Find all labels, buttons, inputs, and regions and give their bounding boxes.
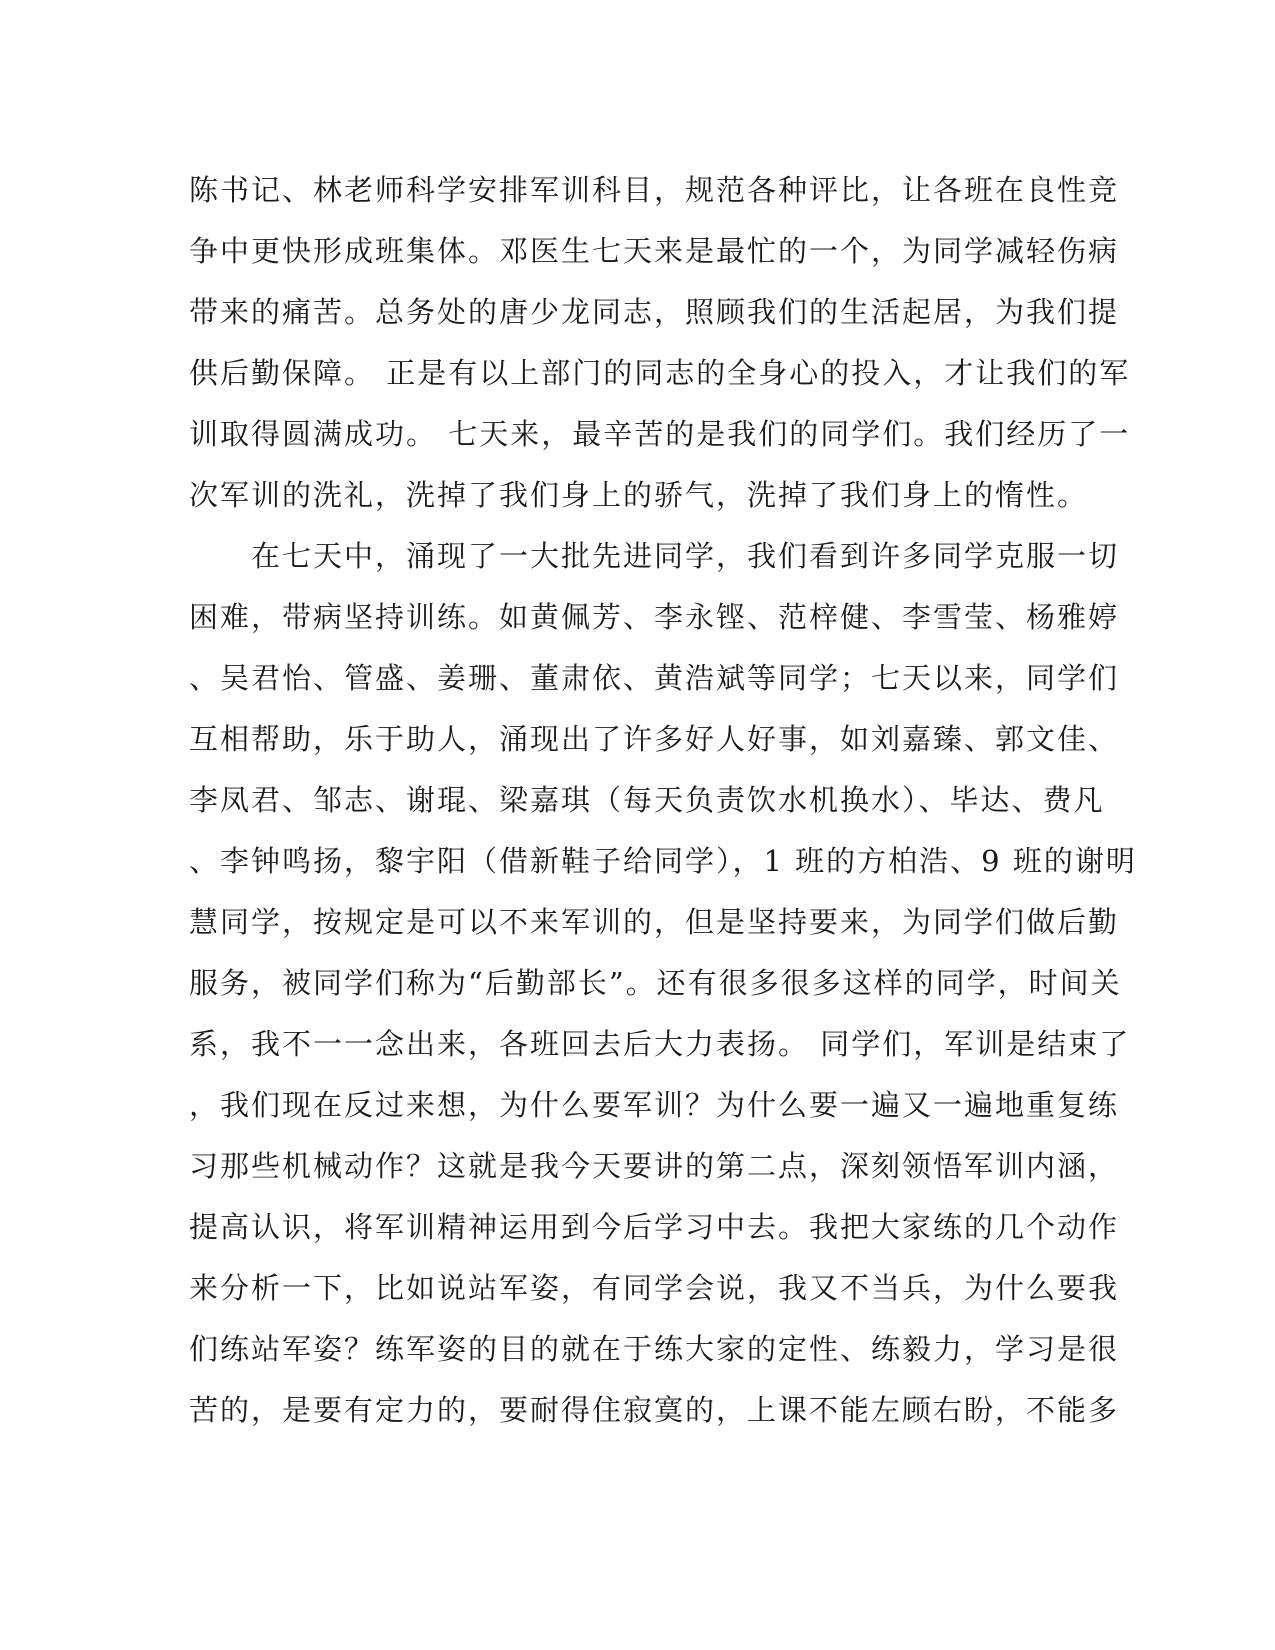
text-line-18: 提高认识，将军训精神运用到今后学习中去。我把大家练的几个动作: [189, 1210, 1120, 1244]
text-line-14: 服务，被同学们称为“后勤部长”。还有很多很多这样的同学，时间关: [189, 966, 1122, 1000]
text-line-17: 习那些机械动作？这就是我今天要讲的第二点，深刻领悟军训内涵，: [189, 1149, 1120, 1183]
text-line-9: 、吴君怡、管盛、姜珊、董肃依、黄浩斌等同学；七天以来，同学们: [189, 661, 1120, 695]
body-text: [189, 160, 1137, 1441]
text-line-7: 在七天中，涌现了一大批先进同学，我们看到许多同学克服一切: [189, 539, 1120, 573]
text-line-4: 供后勤保障。 正是有以上部门的同志的全身心的投入，才让我们的军: [189, 356, 1131, 390]
text-line-3: 带来的痛苦。总务处的唐少龙同志，照顾我们的生活起居，为我们提: [189, 295, 1120, 329]
text-line-16: ，我们现在反过来想，为什么要军训？为什么要一遍又一遍地重复练: [189, 1088, 1120, 1122]
text-line-2: 争中更快形成班集体。邓医生七天来是最忙的一个，为同学减轻伤病: [189, 234, 1120, 268]
text-line-20: 们练站军姿？练军姿的目的就在于练大家的定性、练毅力，学习是很: [189, 1332, 1120, 1366]
text-line-5: 训取得圆满成功。 七天来，最辛苦的是我们的同学们。我们经历了一: [189, 417, 1131, 451]
text-line-10: 互相帮助，乐于助人，涌现出了许多好人好事，如刘嘉臻、郭文佳、: [189, 722, 1120, 756]
text-line-15: 系，我不一一念出来，各班回去后大力表扬。 同学们，军训是结束了: [189, 1027, 1131, 1061]
text-line-6: 次军训的洗礼，洗掉了我们身上的骄气，洗掉了我们身上的惰性。: [189, 478, 1089, 512]
text-line-19: 来分析一下，比如说站军姿，有同学会说，我又不当兵，为什么要我: [189, 1271, 1120, 1305]
text-line-8: 困难，带病坚持训练。如黄佩芳、李永铿、范梓健、李雪莹、杨雅婷: [189, 600, 1120, 634]
text-line-21: 苦的，是要有定力的，要耐得住寂寞的，上课不能左顾右盼，不能多: [189, 1393, 1120, 1427]
text-line-13: 慧同学，按规定是可以不来军训的，但是坚持要来，为同学们做后勤: [189, 905, 1120, 939]
text-line-12: 、李钟鸣扬，黎宇阳（借新鞋子给同学），1 班的方柏浩、9 班的谢明: [189, 844, 1137, 878]
text-line-1: 陈书记、林老师科学安排军训科目，规范各种评比，让各班在良性竞: [189, 173, 1120, 207]
text-line-11: 李凤君、邹志、谢琨、梁嘉琪（每天负责饮水机换水）、毕达、费凡: [189, 783, 1105, 817]
